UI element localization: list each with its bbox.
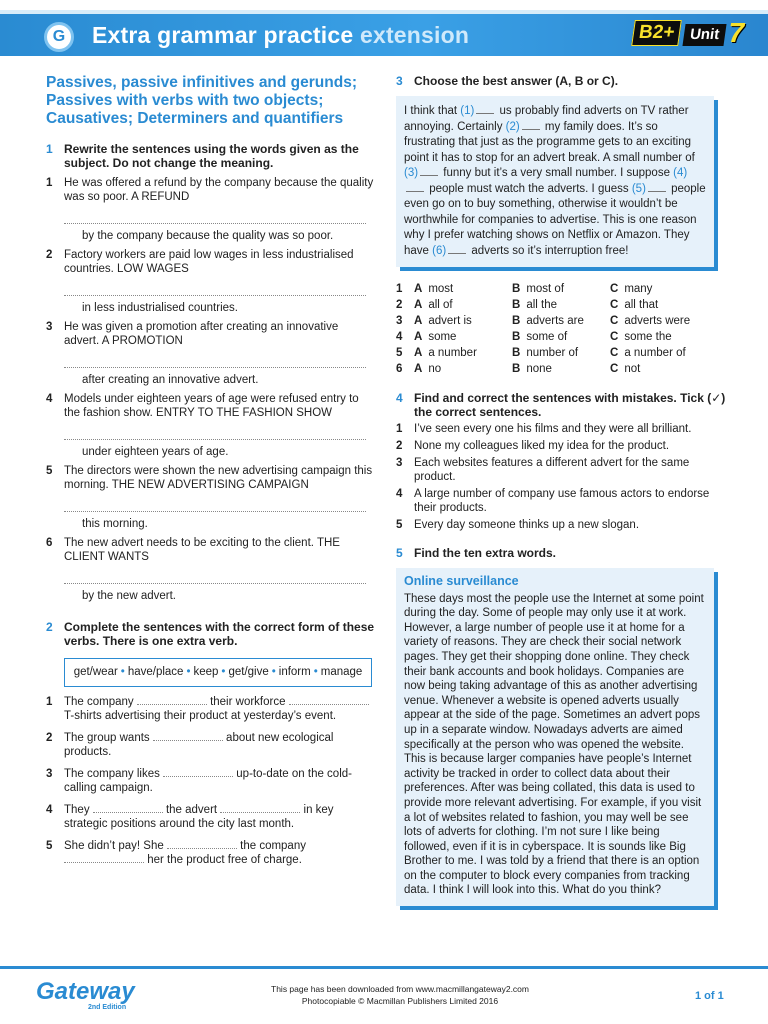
option-letter: B [512, 283, 521, 295]
exercise-1-item [46, 176, 376, 204]
section-title: Passives, passive infinitives and gerunds; Passives with verbs with two objects; Causatives; Determiners and quantifiers [46, 74, 357, 127]
gap-blank[interactable] [522, 122, 540, 130]
option-text: some [428, 331, 457, 343]
option-row [396, 297, 726, 313]
text-part: She didn’t pay! She [64, 840, 167, 852]
exercise-1-item [46, 536, 376, 564]
option-choice[interactable] [512, 329, 610, 345]
option-choice[interactable] [610, 361, 708, 377]
unit-label: Unit [683, 24, 727, 46]
option-text: not [624, 363, 641, 375]
option-letter: A [414, 331, 423, 343]
option-row [396, 281, 726, 297]
option-letter: A [414, 315, 423, 327]
answer-blank[interactable] [153, 731, 223, 741]
exercise-1-item [46, 464, 376, 492]
answer-blank[interactable] [167, 839, 237, 849]
item-text: He was offered a refund by the company because the quality was so poor. A REFUND [64, 177, 374, 203]
option-text: number of [526, 347, 579, 359]
option-choice[interactable] [512, 281, 610, 297]
option-letter: C [610, 347, 619, 359]
item-number: 1 [46, 696, 53, 708]
answer-blank[interactable] [93, 803, 163, 813]
verb-option: get/give [228, 666, 269, 678]
option-choice[interactable] [414, 281, 512, 297]
gap-number: (4) [673, 167, 688, 179]
exercise-3-passage [396, 96, 714, 267]
option-choice[interactable] [610, 313, 708, 329]
option-choice[interactable] [414, 329, 512, 345]
exercise-4-item [396, 439, 726, 453]
answer-ending: by the new advert. [82, 590, 176, 602]
footer-divider [0, 966, 768, 969]
option-text: adverts were [624, 315, 691, 327]
option-choice[interactable] [610, 329, 708, 345]
exercise-2-item [46, 767, 376, 795]
grammar-logo-icon: G [44, 22, 74, 52]
exercise-4-item [396, 422, 726, 436]
footer-brand-logo: Gateway [36, 978, 135, 1005]
passage-text: my family does. It’s so frustrating that just as the programme gets to an exciting point it has to stop for an advert break. A small number of [404, 120, 695, 164]
exercise-1-item [46, 320, 376, 348]
exercise-4-item [396, 518, 726, 532]
option-row [396, 361, 726, 377]
gap-blank[interactable] [448, 246, 466, 254]
answer-blank[interactable] [137, 695, 207, 705]
item-number: 3 [46, 321, 53, 333]
answer-ending: by the company because the quality was so poor. [82, 230, 334, 242]
option-choice[interactable] [414, 297, 512, 313]
option-choice[interactable] [414, 313, 512, 329]
option-choice[interactable] [414, 345, 512, 361]
verb-option: have/place [127, 666, 184, 678]
item-number: 1 [396, 423, 403, 435]
item-number: 4 [46, 804, 53, 816]
option-text: some the [624, 331, 672, 343]
item-text: Every day someone thinks up a new slogan. [414, 519, 640, 531]
verb-option: manage [320, 666, 363, 678]
option-text: adverts are [526, 315, 584, 327]
option-choice[interactable] [414, 361, 512, 377]
passage-text: people even go on to buy something, otherwise it wouldn’t be worthwhile for companies to advertise. This is one reason why I prefer watching shows on Netflix or Amazon. They have [404, 182, 706, 257]
gap-number: (1) [460, 105, 475, 117]
item-number: 4 [46, 393, 53, 405]
text-part: in key strategic positions around the city last month. [64, 804, 334, 830]
exercise-2-list [46, 695, 376, 867]
item-number: 6 [46, 537, 53, 549]
option-choice[interactable] [610, 297, 708, 313]
option-letter: C [610, 315, 619, 327]
passage-text: us probably find adverts on TV rather annoying. Certainly [404, 105, 689, 133]
option-text: many [624, 283, 653, 295]
option-choice[interactable] [610, 281, 708, 297]
item-number: 3 [46, 768, 53, 780]
answer-line[interactable] [64, 210, 366, 224]
option-row [396, 345, 726, 361]
option-letter: B [512, 347, 521, 359]
exercise-1-list [46, 176, 376, 602]
option-text: all that [624, 299, 659, 311]
item-text: Models under eighteen years of age were refused entry to the fashion show. ENTRY TO THE FASHION SHOW [64, 393, 359, 419]
option-choice[interactable] [512, 345, 610, 361]
left-column [46, 74, 376, 867]
text-part: the company [236, 840, 306, 852]
item-text [64, 731, 376, 759]
text-part: their workforce [206, 696, 289, 708]
gap-number: (5) [631, 182, 646, 195]
item-number: 3 [396, 457, 403, 469]
exercise-2-item [46, 731, 376, 759]
answer-ending: under eighteen years of age. [82, 446, 229, 458]
option-text: all of [428, 299, 453, 311]
verb-box [64, 658, 372, 687]
option-letter: B [512, 363, 521, 375]
item-number: 2 [46, 732, 53, 744]
option-text: most [428, 283, 454, 295]
answer-blank[interactable] [64, 853, 144, 863]
text-part: The company likes [64, 768, 164, 780]
passage-text: funny but it’s a very small number. I suppose [440, 167, 674, 179]
exercise-3-options [396, 281, 726, 377]
unit-number: 7 [728, 17, 745, 48]
option-text: some of [526, 331, 568, 343]
exercise-2-item [46, 695, 376, 723]
page-title-extension: extension [359, 22, 470, 48]
text-part: the advert [162, 804, 221, 816]
exercise-4-heading: 4 Find and correct the sentences with mistakes. Tick (✓) the correct sentences. [396, 391, 726, 419]
verb-option: inform [278, 666, 311, 678]
option-letter: C [610, 283, 619, 295]
item-number: 2 [396, 440, 403, 452]
verb-option: keep [193, 666, 219, 678]
exercise-2-item [46, 839, 376, 867]
exercise-2-item [46, 803, 376, 831]
option-letter: C [610, 299, 619, 311]
passage-text: people must watch the adverts. I guess [426, 182, 632, 195]
item-text: The directors were shown the new advertising campaign this morning. THE NEW ADVERTISING CAMPAIGN [64, 465, 373, 491]
item-number: 5 [396, 519, 403, 531]
option-number: 5 [396, 347, 403, 359]
exercise-1-item [46, 392, 376, 420]
exercise-4-list [396, 422, 726, 532]
option-text: none [526, 363, 552, 375]
page-title: Extra grammar practice extension [92, 22, 470, 48]
level-badge: B2+ [631, 20, 682, 46]
answer-line[interactable] [64, 570, 366, 584]
separator-dot-icon: • [221, 666, 226, 678]
option-text: all the [526, 299, 557, 311]
passage-text: I think that [404, 105, 461, 117]
answer-line[interactable] [64, 354, 366, 368]
gap-blank[interactable] [420, 168, 438, 176]
answer-ending: this morning. [82, 518, 148, 530]
item-text [64, 839, 376, 867]
footer-credits: This page has been downloaded from www.macmillangateway2.com Photocopiable © Macmillan Publishers Limited 2016 [271, 984, 529, 1006]
passage-subtitle: Online surveillance [404, 574, 519, 588]
option-row [396, 313, 726, 329]
item-number: 4 [396, 488, 403, 500]
item-text [64, 803, 376, 831]
text-part: The company [64, 696, 137, 708]
item-number: 5 [46, 465, 53, 477]
exercise-4-item [396, 487, 726, 515]
option-number: 4 [396, 331, 403, 343]
separator-dot-icon: • [313, 666, 318, 678]
text-part: T-shirts advertising their product at yesterday’s event. [64, 710, 337, 722]
item-text [64, 695, 376, 723]
option-number: 1 [396, 283, 403, 295]
item-text: A large number of company use famous actors to endorse their products. [414, 488, 710, 514]
page-number: 1 of 1 [695, 990, 724, 1002]
item-number: 1 [46, 177, 53, 189]
option-row [396, 329, 726, 345]
item-text: I’ve seen every one his films and they were all brilliant. [414, 423, 692, 435]
item-text [64, 767, 376, 795]
option-number: 3 [396, 315, 403, 327]
text-part: The group wants [64, 732, 153, 744]
item-number: 2 [46, 249, 53, 261]
gap-number: (2) [505, 120, 520, 133]
answer-line[interactable] [64, 426, 366, 440]
exercise-1-item [46, 248, 376, 276]
exercise-1-heading: 1 Rewrite the sentences using the words given as the subject. Do not change the meaning. [46, 142, 359, 170]
item-text: He was given a promotion after creating an innovative advert. A PROMOTION [64, 321, 339, 347]
gap-blank[interactable] [476, 106, 494, 114]
option-choice[interactable] [610, 345, 708, 361]
option-number: 6 [396, 363, 403, 375]
separator-dot-icon: • [271, 666, 276, 678]
right-column [396, 74, 726, 906]
verb-option: get/wear [73, 666, 118, 678]
item-text: Each websites features a different advert for the same product. [414, 457, 690, 483]
item-text: Factory workers are paid low wages in less industrialised countries. LOW WAGES [64, 249, 354, 275]
separator-dot-icon: • [120, 666, 125, 678]
item-text: The new advert needs to be exciting to the client. THE CLIENT WANTS [64, 537, 340, 563]
exercise-4-item [396, 456, 726, 484]
option-text: a number [428, 347, 477, 359]
level-unit-badge [633, 17, 745, 48]
exercise-3-heading: 3 Choose the best answer (A, B or C). [396, 74, 619, 88]
option-number: 2 [396, 299, 403, 311]
answer-blank[interactable] [289, 695, 369, 705]
option-letter: B [512, 315, 521, 327]
answer-blank[interactable] [163, 767, 233, 777]
text-part: They [64, 804, 93, 816]
option-letter: C [610, 331, 619, 343]
option-choice[interactable] [512, 361, 610, 377]
option-text: a number of [624, 347, 686, 359]
text-part: her the product free of charge. [144, 854, 302, 866]
page-header [0, 0, 768, 56]
answer-line[interactable] [64, 282, 366, 296]
answer-ending: in less industrialised countries. [82, 302, 238, 314]
separator-dot-icon: • [186, 666, 191, 678]
text-part: about new ecological products. [64, 732, 334, 758]
option-text: no [428, 363, 442, 375]
option-text: advert is [428, 315, 472, 327]
option-letter: A [414, 283, 423, 295]
gap-number: (6) [432, 244, 447, 257]
footer-edition: 2nd Edition [88, 1004, 127, 1011]
answer-ending: after creating an innovative advert. [82, 374, 259, 386]
gap-blank[interactable] [648, 184, 666, 192]
option-letter: A [414, 363, 423, 375]
answer-line[interactable] [64, 498, 366, 512]
option-letter: A [414, 299, 423, 311]
gap-blank[interactable] [406, 184, 424, 192]
item-text: None my colleagues liked my idea for the product. [414, 440, 670, 452]
option-letter: B [512, 299, 521, 311]
passage-text: adverts so it’s interruption free! [468, 244, 629, 257]
passage-text: These days most the people use the Internet at some point during the day. Some of people may only use it at work. However, a large number of people use it at home for a variety of reasons. They are check their social network pages. They get their shopping done online. They check their bank accounts and book holidays. Companies are now being taking advantage of this as another advertising venue. Whenever a website is opened adverts usually appear at the side of the page. Sometimes an advert pops up in a separate window. Nowadays adverts are aimed specifically at the person who was opened the website. This is because larger companies have people’s Internet activity be tracked in order to collect data about their preferences. After was being collated, this data is used to provide more relevant advertising. For example, if you visit a lot of websites related to fashion, you may well be see lots of adverts for clothing. I’m not sure I like being followed, even if it is in cyberspace. It is sounds like Big Brother to me. I was told by a friend that there is an option on the computer to block every companies from tracking data. I think I will look into this. What do you think? [404, 592, 704, 897]
exercise-2-heading: 2 Complete the sentences with the correct form of these verbs. There is one extra verb. [46, 620, 375, 648]
option-choice[interactable] [512, 313, 610, 329]
answer-blank[interactable] [220, 803, 300, 813]
exercise-5-heading: 5 Find the ten extra words. [396, 546, 557, 560]
exercise-5-textbox [396, 568, 714, 906]
option-text: most of [526, 283, 565, 295]
gap-number: (3) [404, 167, 419, 179]
option-letter: B [512, 331, 521, 343]
option-letter: A [414, 347, 423, 359]
item-number: 5 [46, 840, 53, 852]
option-choice[interactable] [512, 297, 610, 313]
option-letter: C [610, 363, 619, 375]
text-part: up-to-date on the cold-calling campaign. [64, 768, 352, 794]
